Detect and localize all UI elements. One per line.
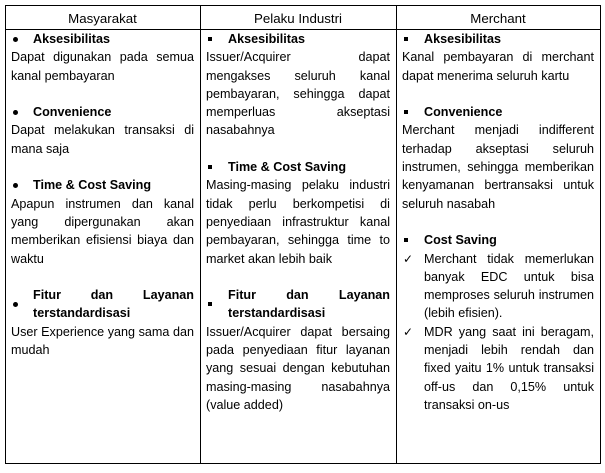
section-text: Merchant menjadi indifferent terhadap akseptasi seluruh instrumen, sehingga memberikan kenyamanan bertransaksi untuk seluruh nasabah [402, 123, 594, 211]
section-text: Apapun instrumen dan kanal yang dipergunakan akan memberikan efisiensi biaya dan waktu [11, 196, 194, 266]
section-text: Dapat digunakan pada semua kanal pembayaran [11, 50, 194, 83]
section-title: Aksesibilitas [33, 32, 111, 46]
title-word: Layanan [142, 288, 194, 303]
square-bullet-icon [402, 103, 424, 121]
header-pelaku-industri: Pelaku Industri [201, 6, 397, 30]
check-list-item [402, 250, 594, 323]
title-word: Fitur [228, 288, 256, 303]
section-aksesibilitas [11, 30, 194, 85]
round-bullet-icon [11, 286, 33, 323]
square-bullet-icon [402, 30, 424, 48]
section-text: Masing-masing pelaku industri tidak perlu berkompetisi di penyediaan infrastruktur kanal pembayaran, sehingga time to market akan lebih baik [206, 178, 390, 266]
section-fitur-layanan [11, 286, 194, 359]
section-text: User Experience yang sama dan mudah [11, 324, 194, 358]
check-list-item [402, 323, 594, 414]
title-word: Fitur [33, 288, 61, 303]
check-item-text: Merchant tidak memerlukan banyak EDC untuk bisa memproses seluruh instrumen (lebih efisien). [424, 251, 594, 321]
section-time-cost-saving [206, 158, 390, 268]
section-title: Time & Cost Saving [33, 178, 152, 193]
section-title: Aksesibilitas [424, 32, 502, 46]
round-bullet-icon [11, 30, 33, 48]
round-bullet-icon [11, 103, 33, 121]
content-row [6, 30, 601, 464]
section-text: Issuer/Acquirer dapat mengakses seluruh kanal pembayaran, sehingga dapat memperluas akseptasi nasabahnya [206, 50, 390, 138]
cell-pelaku-industri [201, 30, 397, 464]
section-text: Issuer/Acquirer dapat bersaing pada penyediaan fitur layanan yang sesuai dengan kebutuhan masing-masing nasabahnya (value added) [206, 324, 390, 412]
section-aksesibilitas [402, 30, 594, 85]
section-title [228, 286, 390, 323]
cell-masyarakat [6, 30, 201, 464]
comparison-table [5, 5, 601, 464]
square-bullet-icon [206, 30, 228, 48]
round-bullet-icon [11, 176, 33, 194]
section-fitur-layanan [206, 286, 390, 414]
square-bullet-icon [206, 158, 228, 176]
section-title: Convenience [424, 105, 503, 120]
section-title: Aksesibilitas [228, 32, 306, 46]
title-line-2: terstandardisasi [33, 306, 131, 321]
check-item-text: MDR yang saat ini beragam, menjadi lebih rendah dan fixed yaitu 1% untuk transaksi off-us dan 0,15% untuk transaksi on-us [424, 324, 594, 412]
section-title: Convenience [33, 105, 112, 120]
checkmark-icon: ✓ [403, 251, 414, 266]
section-convenience [402, 103, 594, 213]
section-aksesibilitas [206, 30, 390, 140]
checkmark-icon: ✓ [403, 324, 414, 339]
section-title [33, 286, 194, 323]
title-word: dan [90, 288, 114, 303]
title-word: Layanan [338, 288, 390, 303]
section-time-cost-saving [11, 176, 194, 267]
section-convenience [11, 103, 194, 158]
square-bullet-icon [402, 231, 424, 249]
header-row [6, 6, 601, 30]
header-masyarakat: Masyarakat [6, 6, 201, 30]
section-text: Dapat melakukan transaksi di mana saja [11, 123, 194, 156]
cell-merchant [397, 30, 601, 464]
header-merchant: Merchant [397, 6, 601, 30]
square-bullet-icon [206, 286, 228, 323]
section-text: Kanal pembayaran di merchant dapat menerima seluruh kartu [402, 50, 594, 83]
section-title: Cost Saving [424, 233, 497, 248]
title-line-2: terstandardisasi [228, 306, 326, 321]
section-cost-saving [402, 231, 594, 414]
title-word: dan [286, 288, 309, 303]
section-title: Time & Cost Saving [228, 160, 347, 175]
